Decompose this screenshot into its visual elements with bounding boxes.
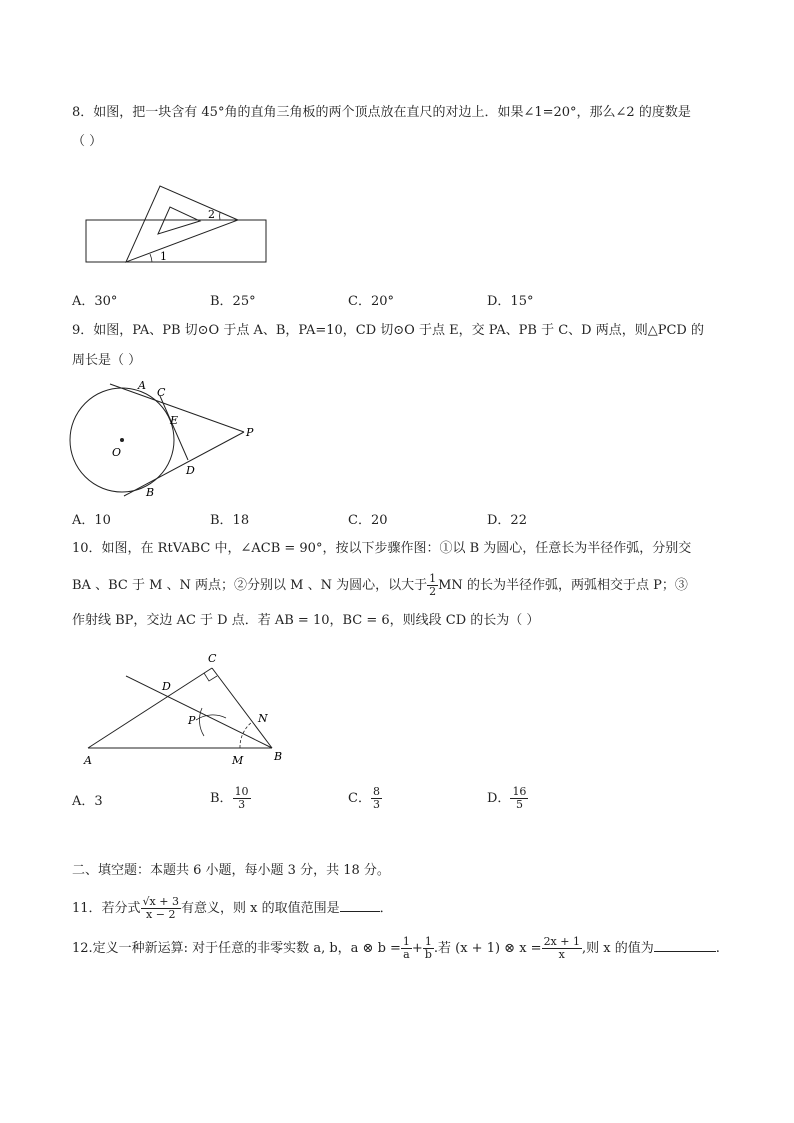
ray-bp (126, 676, 272, 748)
q10-option-a: A．3 (72, 794, 103, 809)
section2-heading: 二、填空题：本题共 6 小题，每小题 3 分，共 18 分。 (72, 863, 390, 878)
arc-p-1 (199, 708, 204, 736)
q10-stem-line2 (72, 573, 688, 598)
q9-stem-line1: 9．如图，PA、PB 切⊙O 于点 A、B，PA=10，CD 切⊙O 于点 E，交 PA、PB 于 C、D 两点，则△PCD 的 (72, 323, 704, 338)
q11-answer-blank[interactable] (340, 911, 380, 912)
triangle-symbol: V (172, 541, 182, 556)
q10-half-fraction: $\frac{1}{2}$ (429, 572, 437, 598)
q8-option-d: D．15° (487, 294, 534, 309)
q11-stem: 11．若分式 $\frac{√x + 3}{x - 2}$ 有意义，则 x 的取值范围是 ． (72, 895, 393, 921)
set-square-outer (126, 186, 238, 262)
q8-stem-line2: （ ） (72, 134, 103, 149)
q12-answer-blank[interactable] (654, 951, 716, 952)
tangent-pb (124, 432, 244, 496)
q8-option-b: B．25° (210, 294, 256, 309)
label-n: N (258, 712, 268, 725)
label-a: A (84, 754, 92, 767)
q10-line1-a: 10．如图，在 Rt (72, 541, 173, 556)
label-m: M (232, 754, 244, 767)
q9-option-a: A．10 (72, 513, 111, 528)
label-c: C (157, 386, 166, 399)
q8-option-c: C．20° (348, 294, 394, 309)
q10-option-d: D． $\frac{16}{5}$ (487, 785, 527, 811)
q9-option-c: C．20 (348, 513, 388, 528)
q10-line2-b: MN 的长为半径作弧，两弧相交于点 P；③ (438, 578, 688, 593)
label-o: O (112, 446, 122, 459)
q10-figure-triangle (80, 648, 290, 770)
q9-figure-circle-tangents (66, 374, 266, 502)
ruler (86, 220, 266, 262)
label-e: E (170, 414, 179, 427)
label-p: P (188, 714, 196, 727)
label-d: D (186, 464, 195, 477)
center-point (120, 438, 124, 442)
label-b: B (274, 750, 283, 763)
q8-stem-line1: 8．如图，把一块含有 45°角的直角三角板的两个顶点放在直尺的对边上．如果∠1=20°，那么∠2 的度数是 (72, 105, 691, 120)
q12-stem: 12.定义一种新运算: 对于任意的非零实数 a, b，a ⊗ b = $\frac{1}{a}$ + $\frac{1}{b}$ .若 (x + 1) ⊗ x = $\frac{2x + 1}{x}$ ,则 x 的值为 . (72, 935, 720, 961)
q8-option-a: A．30° (72, 294, 118, 309)
label-b: B (146, 486, 155, 499)
label-d: D (162, 680, 171, 693)
side-ac (88, 668, 212, 748)
angle1-label: 1 (160, 250, 167, 263)
angle2-label: 2 (208, 208, 215, 221)
q10-line2-a: BA 、BC 于 M 、N 两点；②分别以 M 、N 为圆心，以大于 (72, 578, 428, 593)
q10-stem-line1 (72, 539, 691, 559)
label-p: P (246, 426, 254, 439)
label-a: A (138, 379, 146, 392)
q10-option-c: C． $\frac{8}{3}$ (348, 785, 380, 811)
q10-line1-b: ABC 中，∠ACB = 90°，按以下步骤作图：①以 B 为圆心，任意长为半径作弧，分别交 (181, 541, 692, 556)
q10-option-b: B． $\frac{10}{3}$ (210, 785, 249, 811)
angle1-arc (150, 254, 152, 262)
q11-fraction: $\frac{√x + 3}{x - 2}$ (142, 895, 179, 921)
q9-option-d: D．22 (487, 513, 527, 528)
q8-figure-ruler-triangle (82, 180, 272, 270)
tangent-cd (160, 396, 188, 460)
label-c: C (208, 652, 217, 665)
q9-option-b: B．18 (210, 513, 250, 528)
q9-stem-line2: 周长是（ ） (72, 353, 142, 368)
q10-stem-line3: 作射线 BP，交边 AC 于 D 点．若 AB = 10，BC = 6，则线段 CD 的长为（ ） (72, 613, 540, 628)
right-angle-mark (204, 673, 217, 681)
